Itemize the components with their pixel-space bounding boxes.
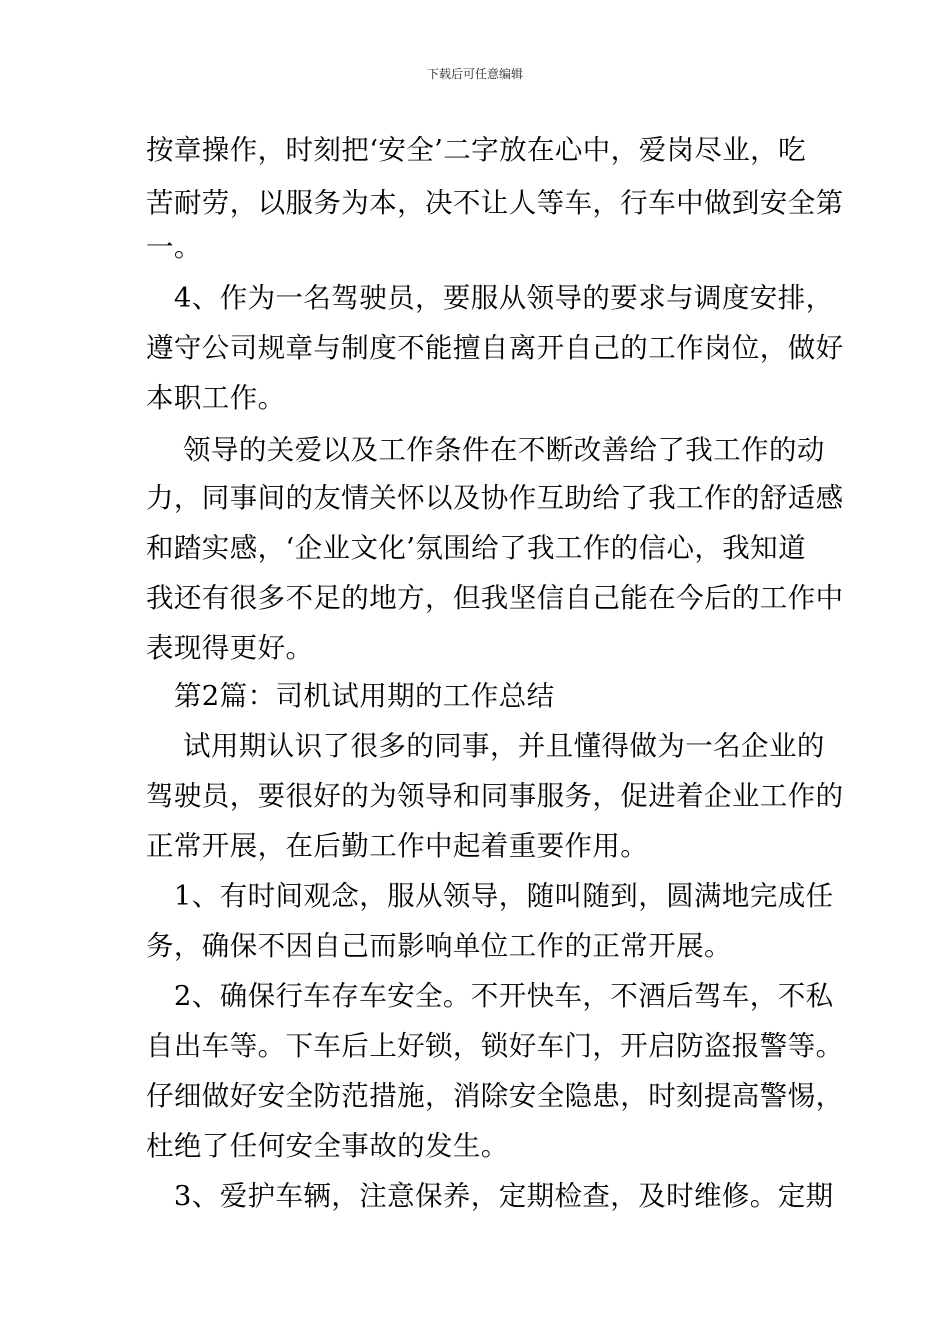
text-line: 遵守公司规章与制度不能擅自离开自己的工作岗位，做好: [146, 332, 844, 364]
text-line: 一。: [146, 231, 202, 263]
section-heading: 第2篇：司机试用期的工作总结: [146, 680, 555, 712]
text-line: 和踏实感，‘企业文化’氛围给了我工作的信心，我知道: [146, 532, 806, 564]
text-line: 苦耐劳，以服务为本，决不让人等车，行车中做到安全第: [146, 187, 844, 219]
text-line: 我还有很多不足的地方，但我坚信自己能在今后的工作中: [146, 582, 844, 614]
text-line: 正常开展，在后勤工作中起着重要作用。: [146, 830, 649, 862]
text-line: 力，同事间的友情关怀以及协作互助给了我工作的舒适感: [146, 482, 844, 514]
text-line: 4、作为一名驾驶员，要服从领导的要求与调度安排，: [146, 282, 834, 314]
text-line: 试用期认识了很多的同事，并且懂得做为一名企业的: [146, 730, 825, 762]
text-line: 本职工作。: [146, 382, 286, 414]
text-line: 表现得更好。: [146, 632, 314, 664]
text-line: 自出车等。下车后上好锁，锁好车门，开启防盗报警等。: [146, 1030, 844, 1062]
text-line: 驾驶员，要很好的为领导和同事服务，促进着企业工作的: [146, 780, 844, 812]
header-note: 下载后可任意编辑: [426, 67, 523, 81]
text-line: 领导的关爱以及工作条件在不断改善给了我工作的动: [146, 434, 825, 466]
text-line: 按章操作，时刻把‘安全’二字放在心中，爱岗尽业，吃: [146, 134, 806, 166]
text-line: 杜绝了任何安全事故的发生。: [146, 1130, 509, 1162]
text-line: 务，确保不因自己而影响单位工作的正常开展。: [146, 930, 732, 962]
text-line: 2、确保行车存车安全。不开快车，不酒后驾车，不私: [146, 980, 834, 1012]
text-line: 3、爱护车辆，注意保养，定期检查，及时维修。定期: [146, 1180, 834, 1212]
text-line: 仔细做好安全防范措施，消除安全隐患，时刻提高警惕，: [146, 1080, 844, 1112]
text-line: 1、有时间观念，服从领导，随叫随到，圆满地完成任: [146, 880, 834, 912]
